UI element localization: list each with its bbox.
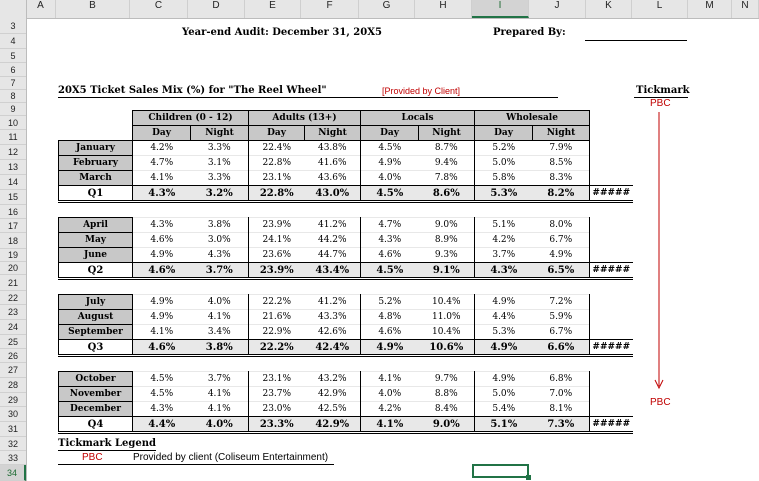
row-header-24[interactable]: 24 xyxy=(0,320,26,335)
value-cell: 24.1% xyxy=(249,233,305,248)
quarter-value: 3.2% xyxy=(191,186,249,202)
group-header: Locals xyxy=(361,111,475,126)
spacer-row xyxy=(59,202,633,218)
pbc-top: PBC xyxy=(650,98,671,109)
quarter-total-row xyxy=(59,263,633,279)
blank-cell xyxy=(590,295,633,310)
value-cell: 4.3% xyxy=(133,402,191,417)
value-cell: 4.9% xyxy=(133,248,191,263)
row-header-27[interactable]: 27 xyxy=(0,363,26,378)
quarter-label: Q4 xyxy=(59,417,133,433)
value-cell: 41.2% xyxy=(305,218,361,233)
month-label: September xyxy=(59,325,133,340)
row-header-16[interactable]: 16 xyxy=(0,205,26,219)
value-cell: 4.8% xyxy=(361,310,419,325)
blank-cell xyxy=(590,402,633,417)
value-cell: 21.6% xyxy=(249,310,305,325)
quarter-value: 6.6% xyxy=(533,340,590,356)
value-cell: 4.1% xyxy=(191,387,249,402)
table-row xyxy=(59,372,633,387)
month-label: May xyxy=(59,233,133,248)
quarter-value: 10.6% xyxy=(419,340,475,356)
value-cell: 4.6% xyxy=(361,248,419,263)
active-cell[interactable] xyxy=(472,464,529,478)
row-header-8[interactable]: 8 xyxy=(0,90,26,103)
row-header-23[interactable]: 23 xyxy=(0,305,26,320)
month-label: December xyxy=(59,402,133,417)
spacer-cell xyxy=(59,279,633,295)
value-cell: 9.0% xyxy=(419,218,475,233)
value-cell: 3.3% xyxy=(191,171,249,186)
value-cell: 4.1% xyxy=(191,402,249,417)
value-cell: 4.3% xyxy=(133,218,191,233)
quarter-total-row xyxy=(59,340,633,356)
quarter-value: 4.9% xyxy=(361,340,419,356)
subheader: Night xyxy=(419,126,475,141)
column-header-a[interactable]: A xyxy=(26,0,56,18)
value-cell: 22.9% xyxy=(249,325,305,340)
value-cell: 43.3% xyxy=(305,310,361,325)
quarter-value: 42.4% xyxy=(305,340,361,356)
month-label: November xyxy=(59,387,133,402)
table-row xyxy=(59,295,633,310)
value-cell: 4.9% xyxy=(133,295,191,310)
value-cell: 4.3% xyxy=(191,248,249,263)
table-row xyxy=(59,387,633,402)
column-header-g[interactable]: G xyxy=(359,0,415,18)
quarter-value: 4.4% xyxy=(133,417,191,433)
subheader-row xyxy=(59,126,633,141)
month-label: February xyxy=(59,156,133,171)
value-cell: 10.4% xyxy=(419,295,475,310)
quarter-value: 4.6% xyxy=(133,340,191,356)
value-cell: 3.3% xyxy=(191,141,249,156)
value-cell: 42.9% xyxy=(305,387,361,402)
value-cell: 7.2% xyxy=(533,295,590,310)
value-cell: 7.8% xyxy=(419,171,475,186)
table-row xyxy=(59,141,633,156)
value-cell: 4.5% xyxy=(361,141,419,156)
overflow-cell: ##### xyxy=(590,340,633,356)
value-cell: 4.0% xyxy=(191,295,249,310)
quarter-value: 4.5% xyxy=(361,186,419,202)
value-cell: 23.0% xyxy=(249,402,305,417)
value-cell: 7.9% xyxy=(533,141,590,156)
overflow-cell: ##### xyxy=(590,263,633,279)
value-cell: 4.6% xyxy=(133,233,191,248)
value-cell: 4.7% xyxy=(133,156,191,171)
pbc-bottom: PBC xyxy=(650,397,671,408)
value-cell: 10.4% xyxy=(419,325,475,340)
blank-cell xyxy=(590,111,633,126)
row-header-33[interactable]: 33 xyxy=(0,451,26,465)
quarter-value: 6.5% xyxy=(533,263,590,279)
value-cell: 4.2% xyxy=(133,141,191,156)
value-cell: 5.1% xyxy=(475,218,533,233)
row-header-26[interactable]: 26 xyxy=(0,349,26,363)
value-cell: 4.0% xyxy=(361,387,419,402)
quarter-label: Q3 xyxy=(59,340,133,356)
value-cell: 8.0% xyxy=(533,218,590,233)
row-header-32[interactable]: 32 xyxy=(0,437,26,451)
row-header-9[interactable]: 9 xyxy=(0,103,26,116)
subheader: Day xyxy=(361,126,419,141)
legend-underline xyxy=(58,450,156,451)
subheader: Night xyxy=(191,126,249,141)
legend-title: Tickmark Legend xyxy=(58,438,157,449)
row-header-28[interactable]: 28 xyxy=(0,378,26,393)
quarter-value: 4.3% xyxy=(475,263,533,279)
quarter-label: Q2 xyxy=(59,263,133,279)
quarter-value: 8.6% xyxy=(419,186,475,202)
value-cell: 5.4% xyxy=(475,402,533,417)
value-cell: 43.8% xyxy=(305,141,361,156)
column-header-h[interactable]: H xyxy=(415,0,472,18)
value-cell: 4.9% xyxy=(133,310,191,325)
value-cell: 3.0% xyxy=(191,233,249,248)
value-cell: 8.9% xyxy=(419,233,475,248)
row-header-14[interactable]: 14 xyxy=(0,175,26,190)
ticket-sales-table xyxy=(58,110,633,434)
quarter-value: 9.0% xyxy=(419,417,475,433)
value-cell: 4.9% xyxy=(475,295,533,310)
row-header-18[interactable]: 18 xyxy=(0,233,26,249)
value-cell: 22.2% xyxy=(249,295,305,310)
value-cell: 23.1% xyxy=(249,171,305,186)
value-cell: 9.7% xyxy=(419,372,475,387)
value-cell: 5.3% xyxy=(475,325,533,340)
month-label: July xyxy=(59,295,133,310)
tickmark-header: Tickmark xyxy=(636,85,690,96)
value-cell: 43.2% xyxy=(305,372,361,387)
legend-bottom-line xyxy=(58,464,334,465)
blank-cell xyxy=(590,126,633,141)
quarter-total-row xyxy=(59,186,633,202)
value-cell: 4.1% xyxy=(133,325,191,340)
row-header-11[interactable]: 11 xyxy=(0,130,26,145)
month-label: April xyxy=(59,218,133,233)
value-cell: 5.0% xyxy=(475,156,533,171)
spacer-row xyxy=(59,356,633,372)
spacer-row xyxy=(59,279,633,295)
table-row xyxy=(59,171,633,186)
column-header-i[interactable]: I xyxy=(472,0,529,18)
month-label: January xyxy=(59,141,133,156)
blank-cell xyxy=(590,372,633,387)
blank-cell xyxy=(590,171,633,186)
month-label: August xyxy=(59,310,133,325)
value-cell: 42.6% xyxy=(305,325,361,340)
row-header-4[interactable]: 4 xyxy=(0,34,26,49)
blank-cell xyxy=(590,325,633,340)
overflow-cell: ##### xyxy=(590,417,633,433)
value-cell: 4.0% xyxy=(361,171,419,186)
group-header: Wholesale xyxy=(475,111,590,126)
blank-cell xyxy=(59,111,133,126)
row-header-29[interactable]: 29 xyxy=(0,393,26,407)
blank-cell xyxy=(590,310,633,325)
quarter-value: 9.1% xyxy=(419,263,475,279)
value-cell: 5.8% xyxy=(475,171,533,186)
row-header-6[interactable]: 6 xyxy=(0,63,26,77)
overflow-cell: ##### xyxy=(590,186,633,202)
value-cell: 4.3% xyxy=(361,233,419,248)
spacer-cell xyxy=(59,202,633,218)
quarter-value: 23.9% xyxy=(249,263,305,279)
value-cell: 4.6% xyxy=(361,325,419,340)
row-header-7[interactable]: 7 xyxy=(0,77,26,90)
value-cell: 4.9% xyxy=(533,248,590,263)
table-row xyxy=(59,233,633,248)
value-cell: 3.7% xyxy=(475,248,533,263)
blank-cell xyxy=(590,156,633,171)
value-cell: 23.6% xyxy=(249,248,305,263)
row-header-21[interactable]: 21 xyxy=(0,275,26,291)
value-cell: 8.7% xyxy=(419,141,475,156)
value-cell: 4.9% xyxy=(361,156,419,171)
value-cell: 4.5% xyxy=(133,387,191,402)
month-label: June xyxy=(59,248,133,263)
column-header-d[interactable]: D xyxy=(188,0,245,18)
quarter-label: Q1 xyxy=(59,186,133,202)
legend-description: Provided by client (Coliseum Entertainment) xyxy=(133,452,329,463)
blank-cell xyxy=(59,126,133,141)
row-header-10[interactable]: 10 xyxy=(0,116,26,130)
quarter-value: 7.3% xyxy=(533,417,590,433)
value-cell: 4.1% xyxy=(133,171,191,186)
value-cell: 4.1% xyxy=(191,310,249,325)
value-cell: 41.6% xyxy=(305,156,361,171)
sheet-title: 20X5 Ticket Sales Mix (%) for "The Reel Wheel" xyxy=(58,85,327,96)
value-cell: 23.9% xyxy=(249,218,305,233)
subheader: Night xyxy=(305,126,361,141)
prepared-by-line xyxy=(585,40,687,41)
column-header-e[interactable]: E xyxy=(245,0,301,18)
row-header-30[interactable]: 30 xyxy=(0,407,26,422)
value-cell: 8.4% xyxy=(419,402,475,417)
row-header-20[interactable]: 20 xyxy=(0,262,26,275)
value-cell: 22.4% xyxy=(249,141,305,156)
quarter-value: 4.9% xyxy=(475,340,533,356)
table-row xyxy=(59,156,633,171)
row-header-22[interactable]: 22 xyxy=(0,291,26,305)
row-header-25[interactable]: 25 xyxy=(0,335,26,349)
subheader: Day xyxy=(133,126,191,141)
value-cell: 4.4% xyxy=(475,310,533,325)
quarter-total-row xyxy=(59,417,633,433)
column-header-n[interactable]: N xyxy=(732,0,759,18)
value-cell: 23.7% xyxy=(249,387,305,402)
audit-title: Year-end Audit: December 31, 20X5 xyxy=(182,27,382,38)
column-header-b[interactable]: B xyxy=(56,0,130,18)
quarter-value: 5.1% xyxy=(475,417,533,433)
column-header-m[interactable]: M xyxy=(688,0,732,18)
subheader: Day xyxy=(475,126,533,141)
value-cell: 3.7% xyxy=(191,372,249,387)
value-cell: 42.5% xyxy=(305,402,361,417)
quarter-value: 43.4% xyxy=(305,263,361,279)
table-row xyxy=(59,325,633,340)
column-header-k[interactable]: K xyxy=(586,0,632,18)
legend-code: PBC xyxy=(82,452,103,463)
value-cell: 5.2% xyxy=(361,295,419,310)
title-underline xyxy=(58,97,558,98)
value-cell: 9.3% xyxy=(419,248,475,263)
value-cell: 5.2% xyxy=(475,141,533,156)
quarter-value: 22.2% xyxy=(249,340,305,356)
fill-handle[interactable] xyxy=(526,475,531,480)
table-row xyxy=(59,218,633,233)
column-header-l[interactable]: L xyxy=(632,0,688,18)
table-row xyxy=(59,310,633,325)
quarter-value: 43.0% xyxy=(305,186,361,202)
value-cell: 6.7% xyxy=(533,233,590,248)
value-cell: 7.0% xyxy=(533,387,590,402)
quarter-value: 4.6% xyxy=(133,263,191,279)
subheader: Day xyxy=(249,126,305,141)
value-cell: 4.5% xyxy=(133,372,191,387)
spacer-cell xyxy=(59,356,633,372)
quarter-value: 42.9% xyxy=(305,417,361,433)
table-row xyxy=(59,402,633,417)
value-cell: 4.2% xyxy=(475,233,533,248)
quarter-value: 4.5% xyxy=(361,263,419,279)
prepared-by-label: Prepared By: xyxy=(493,27,566,38)
select-all-corner[interactable] xyxy=(0,0,27,18)
quarter-value: 4.1% xyxy=(361,417,419,433)
column-header-f[interactable]: F xyxy=(301,0,359,18)
value-cell: 44.2% xyxy=(305,233,361,248)
group-header: Adults (13+) xyxy=(249,111,361,126)
quarter-value: 4.0% xyxy=(191,417,249,433)
value-cell: 5.0% xyxy=(475,387,533,402)
value-cell: 8.8% xyxy=(419,387,475,402)
quarter-value: 22.8% xyxy=(249,186,305,202)
row-header-19[interactable]: 19 xyxy=(0,249,26,262)
value-cell: 4.7% xyxy=(361,218,419,233)
value-cell: 6.7% xyxy=(533,325,590,340)
quarter-value: 23.3% xyxy=(249,417,305,433)
value-cell: 3.1% xyxy=(191,156,249,171)
value-cell: 6.8% xyxy=(533,372,590,387)
column-header-c[interactable]: C xyxy=(130,0,188,18)
value-cell: 8.1% xyxy=(533,402,590,417)
blank-cell xyxy=(590,387,633,402)
row-header-5[interactable]: 5 xyxy=(0,49,26,63)
row-header-12[interactable]: 12 xyxy=(0,145,26,160)
value-cell: 23.1% xyxy=(249,372,305,387)
group-header-row xyxy=(59,111,633,126)
blank-cell xyxy=(590,248,633,263)
value-cell: 11.0% xyxy=(419,310,475,325)
value-cell: 3.4% xyxy=(191,325,249,340)
value-cell: 22.8% xyxy=(249,156,305,171)
quarter-value: 4.3% xyxy=(133,186,191,202)
blank-cell xyxy=(590,233,633,248)
quarter-value: 3.8% xyxy=(191,340,249,356)
row-header-13[interactable]: 13 xyxy=(0,160,26,175)
quarter-value: 5.3% xyxy=(475,186,533,202)
row-header-34[interactable]: 34 xyxy=(0,465,26,481)
value-cell: 4.2% xyxy=(361,402,419,417)
quarter-value: 8.2% xyxy=(533,186,590,202)
quarter-value: 3.7% xyxy=(191,263,249,279)
client-note: [Provided by Client] xyxy=(382,86,461,96)
row-header-17[interactable]: 17 xyxy=(0,219,26,233)
value-cell: 5.9% xyxy=(533,310,590,325)
row-header-15[interactable]: 15 xyxy=(0,190,26,205)
value-cell: 8.3% xyxy=(533,171,590,186)
blank-cell xyxy=(590,141,633,156)
table-row xyxy=(59,248,633,263)
row-header-31[interactable]: 31 xyxy=(0,422,26,437)
value-cell: 41.2% xyxy=(305,295,361,310)
value-cell: 43.6% xyxy=(305,171,361,186)
column-header-j[interactable]: J xyxy=(529,0,586,18)
row-header-3[interactable]: 3 xyxy=(0,18,26,34)
value-cell: 9.4% xyxy=(419,156,475,171)
value-cell: 3.8% xyxy=(191,218,249,233)
tickmark-arrow xyxy=(650,110,670,394)
subheader: Night xyxy=(533,126,590,141)
value-cell: 8.5% xyxy=(533,156,590,171)
value-cell: 4.9% xyxy=(475,372,533,387)
month-label: October xyxy=(59,372,133,387)
group-header: Children (0 - 12) xyxy=(133,111,249,126)
value-cell: 4.1% xyxy=(361,372,419,387)
month-label: March xyxy=(59,171,133,186)
value-cell: 44.7% xyxy=(305,248,361,263)
blank-cell xyxy=(590,218,633,233)
